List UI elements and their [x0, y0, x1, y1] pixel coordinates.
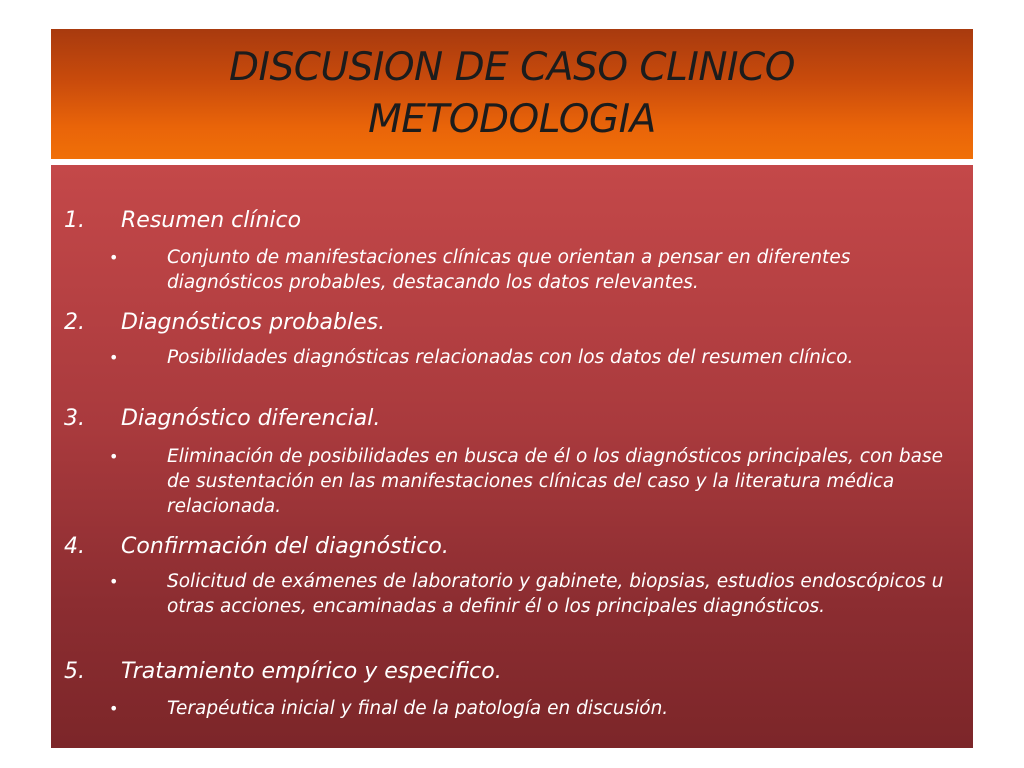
list-item-detail: Posibilidades diagnósticas relacionadas con los datos del resumen clínico.: [167, 347, 854, 368]
list-item-number: 5.: [64, 659, 85, 684]
slide-title-line-2: METODOLOGIA: [368, 97, 656, 142]
list-item-detail: Solicitud de exámenes de laboratorio y gabinete, biopsias, estudios endoscópicos u otras acciones, encaminadas a definir él o los principales diagnósticos.: [167, 571, 944, 617]
methodology-list: [51, 165, 973, 748]
list-item-heading: Tratamiento empírico y especifico.: [121, 659, 502, 684]
bullet-icon: •: [109, 572, 119, 591]
list-item-heading: Resumen clínico: [121, 208, 302, 233]
list-item-number: 1.: [64, 208, 85, 233]
bullet-icon: •: [109, 699, 119, 718]
content-box: [51, 165, 973, 748]
slide-title-line-1: DISCUSION DE CASO CLINICO: [229, 45, 795, 90]
list-item-heading: Diagnósticos probables.: [121, 310, 386, 335]
bullet-icon: •: [109, 447, 119, 466]
list-item-heading: Diagnóstico diferencial.: [121, 406, 381, 431]
list-item-detail: Eliminación de posibilidades en busca de él o los diagnósticos principales, con base de sustentación en las manifestaciones clínicas del caso y la literatura médica relacionada.: [167, 446, 943, 517]
list-item-detail: Terapéutica inicial y final de la patología en discusión.: [167, 698, 669, 719]
list-item-number: 2.: [64, 310, 85, 335]
list-item-number: 4.: [64, 534, 85, 559]
bullet-icon: •: [109, 248, 119, 267]
list-item-detail: Conjunto de manifestaciones clínicas que orientan a pensar en diferentes diagnósticos probables, destacando los datos relevantes.: [167, 247, 851, 293]
title-box: [51, 29, 973, 159]
list-item-heading: Confirmación del diagnóstico.: [121, 534, 449, 559]
bullet-icon: •: [109, 348, 119, 367]
list-item-number: 3.: [64, 406, 85, 431]
